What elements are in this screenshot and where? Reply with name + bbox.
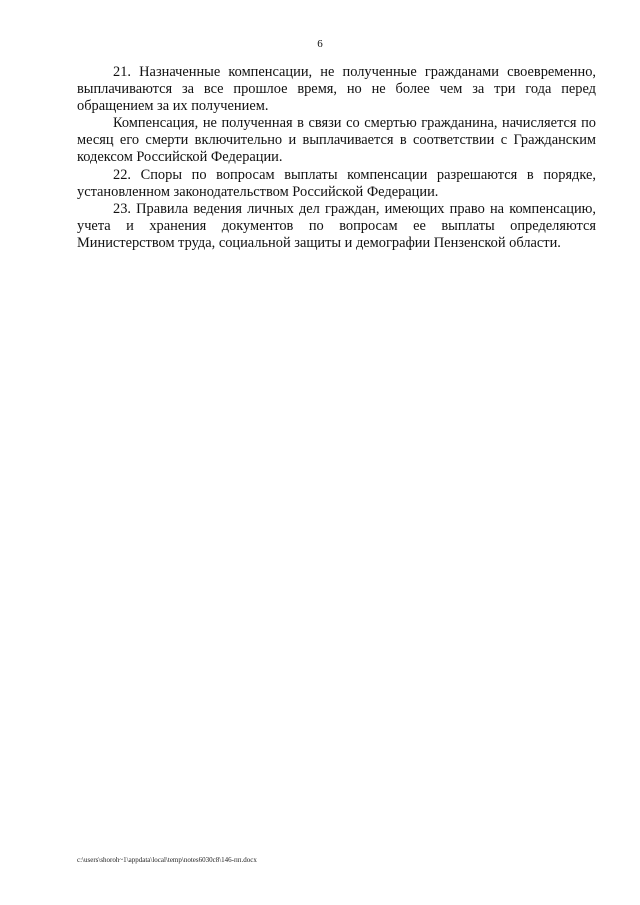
document-body xyxy=(77,64,596,252)
paragraph-21: 21. Назначенные компенсации, не полученные гражданами своевременно, выплачиваются за все прошлое время, но не более чем за три года перед обращением за их получением. xyxy=(77,64,596,115)
paragraph-23: 23. Правила ведения личных дел граждан, имеющих право на компенсацию, учета и хранения документов по вопросам ее выплаты определяются Министерством труда, социальной защиты и демографии Пензенской области. xyxy=(77,200,596,251)
page-number: 6 xyxy=(317,38,323,50)
paragraph-compensation-death: Компенсация, не полученная в связи со смертью гражданина, начисляется по месяц его смерти включительно и выплачивается в соответствии с Гражданским кодексом Российской Федерации. xyxy=(77,115,596,166)
footer-file-path: c:\users\shoroh~1\appdata\local\temp\notes6030c8\146-пп.docx xyxy=(77,856,257,864)
paragraph-22: 22. Споры по вопросам выплаты компенсации разрешаются в порядке, установленном законодательством Российской Федерации. xyxy=(77,166,596,200)
